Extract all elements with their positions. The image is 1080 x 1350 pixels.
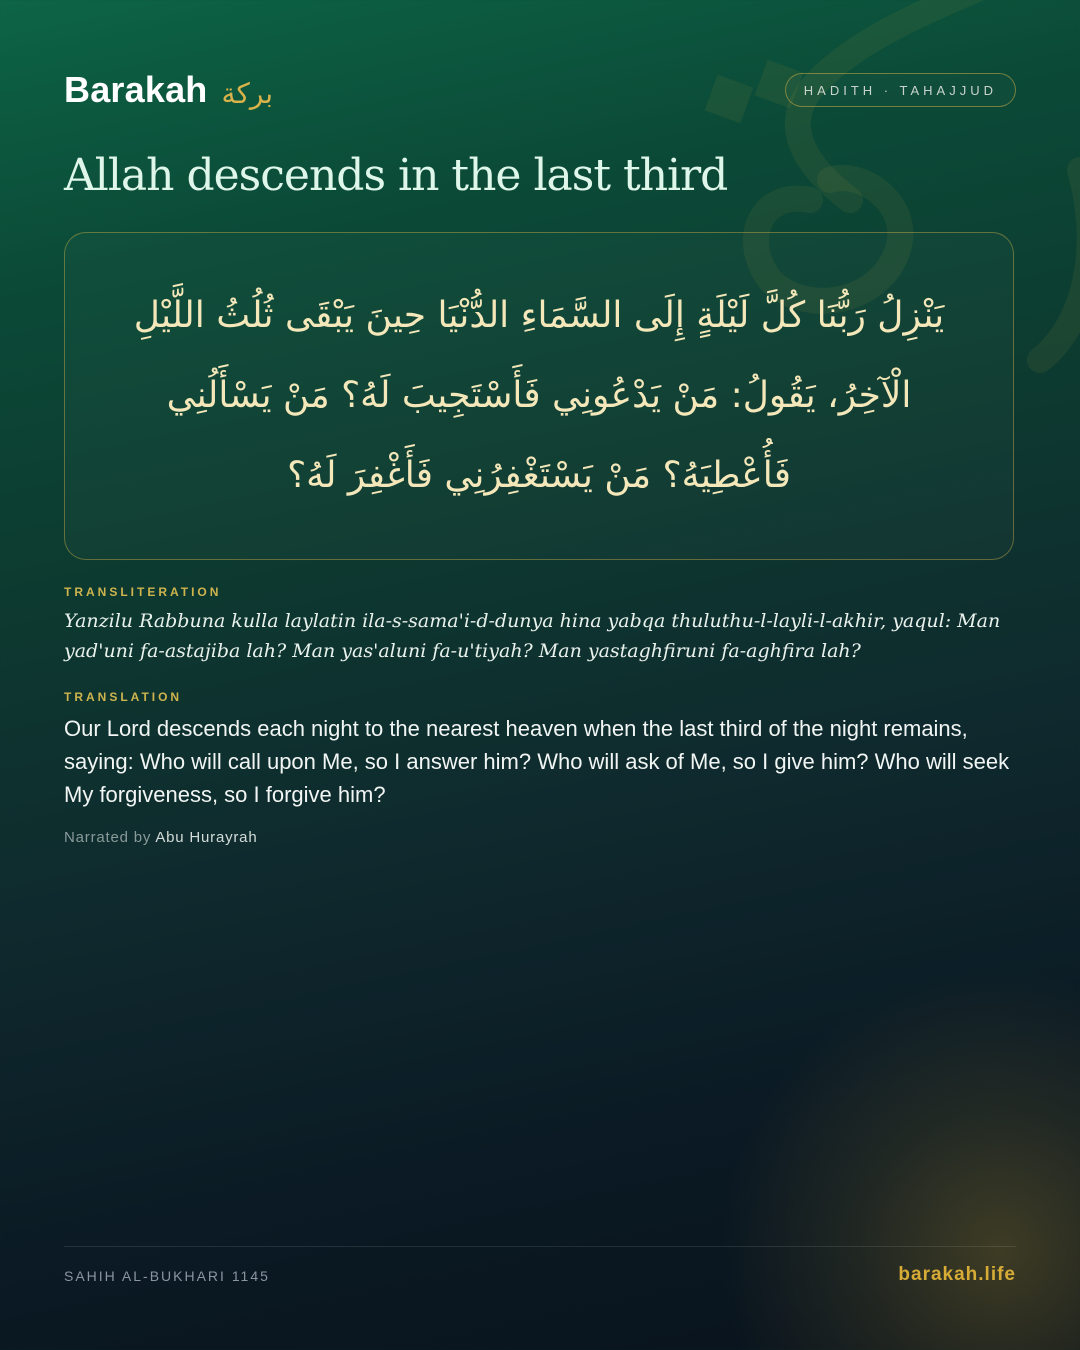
- category-tag: HADITH · TAHAJJUD: [785, 73, 1016, 107]
- hadith-reference: SAHIH AL-BUKHARI 1145: [64, 1268, 270, 1284]
- transliteration-text: Yanzilu Rabbuna kulla laylatin ila-s-sama'i-d-dunya hina yabqa thuluthu-l-layli-l-akhir, yaqul: Man yad'uni fa-astajiba lah? Man yas'aluni fa-u'tiyah? Man yastaghfiruni fa-aghfira lah?: [64, 610, 1001, 662]
- header: [64, 62, 1016, 118]
- brand-logo[interactable]: [64, 69, 273, 111]
- narrator-prefix: Narrated by: [64, 829, 152, 846]
- site-link[interactable]: barakah.life: [898, 1264, 1016, 1285]
- narrator-name: Abu Hurayrah: [155, 829, 258, 846]
- page-title: Allah descends in the last third: [64, 150, 728, 201]
- transliteration-label: TRANSLITERATION: [64, 585, 222, 599]
- arabic-text-card: [64, 232, 1014, 560]
- brand-name: Barakah: [64, 69, 208, 110]
- translation-label: TRANSLATION: [64, 690, 183, 704]
- narrator-line: [64, 829, 257, 846]
- translation-text: Our Lord descends each night to the nearest heaven when the last third of the night remains, saying: Who will call upon Me, so I answer him? Who will ask of Me, so I give him? Who will seek My forgiveness, so I forgive him?: [64, 716, 1010, 807]
- footer-divider: [64, 1246, 1016, 1247]
- arabic-hadith-text: يَنْزِلُ رَبُّنَا كُلَّ لَيْلَةٍ إِلَى السَّمَاءِ الدُّنْيَا حِينَ يَبْقَى ثُلُثُ اللَّيْلِ الْآخِرُ، يَقُولُ: مَنْ يَدْعُونِي فَأَسْتَجِيبَ لَهُ؟ مَنْ يَسْأَلُنِي فَأُعْطِيَهُ؟ مَنْ يَسْتَغْفِرُنِي فَأَغْفِرَ لَهُ؟: [133, 295, 945, 496]
- brand-arabic: بركة: [221, 76, 274, 110]
